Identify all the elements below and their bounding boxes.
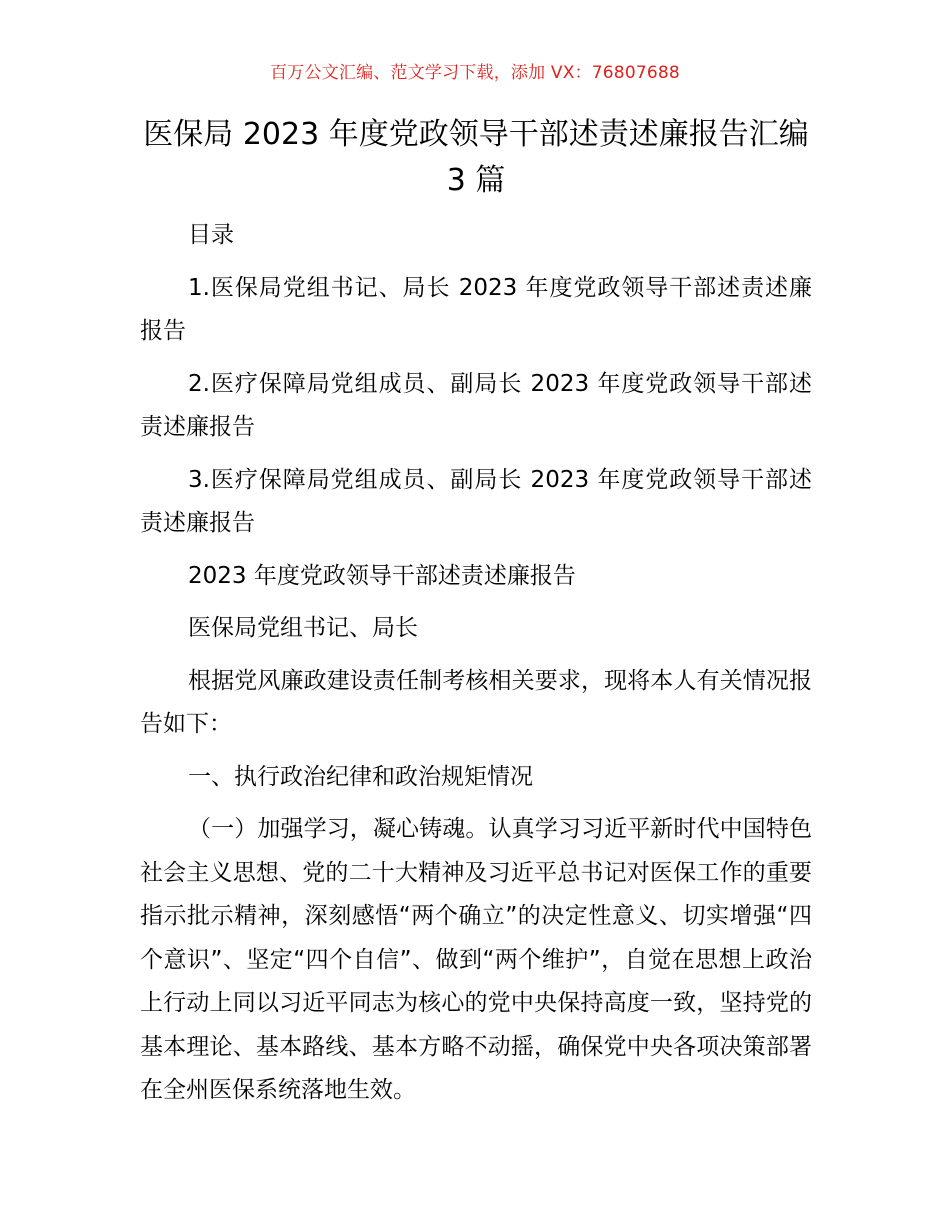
- header-notice: 百万公文汇编、范文学习下载，添加 VX：76807688: [270, 63, 680, 83]
- toc-item-2: 2.医疗保障局党组成员、副局长 2023 年度党政领导干部述责述廉报告: [140, 370, 812, 440]
- toc-heading: 目录: [188, 222, 234, 248]
- section-heading-1: 一、执行政治纪律和政治规矩情况: [188, 763, 533, 790]
- document-title: 医保局 2023 年度党政领导干部述责述廉报告汇编 3 篇: [143, 117, 809, 198]
- intro-paragraph: 根据党风廉政建设责任制考核相关要求，现将本人有关情况报告如下：: [140, 667, 812, 737]
- document-body: [140, 214, 812, 1122]
- toc-item-3: 3.医疗保障局党组成员、副局长 2023 年度党政领导干部述责述廉报告: [140, 466, 812, 536]
- report-title: 2023 年度党政领导干部述责述廉报告: [188, 562, 576, 589]
- report-author: 医保局党组书记、局长: [188, 615, 418, 641]
- toc-item-1: 1.医保局党组书记、局长 2023 年度党政领导干部述责述廉报告: [140, 274, 812, 344]
- section-paragraph-1: （一）加强学习，凝心铸魂。认真学习习近平新时代中国特色社会主义思想、党的二十大精神及习近平总书记对医保工作的重要指示批示精神，深刻感悟“两个确立”的决定性意义、切实增强“四个意识”、坚定“四个自信”、做到“两个维护”，自觉在思想上政治上行动上同以习近平同志为核心的党中央保持高度一致，坚持党的基本理论、基本路线、基本方略不动摇，确保党中央各项决策部署在全州医保系统落地生效。: [140, 816, 812, 1103]
